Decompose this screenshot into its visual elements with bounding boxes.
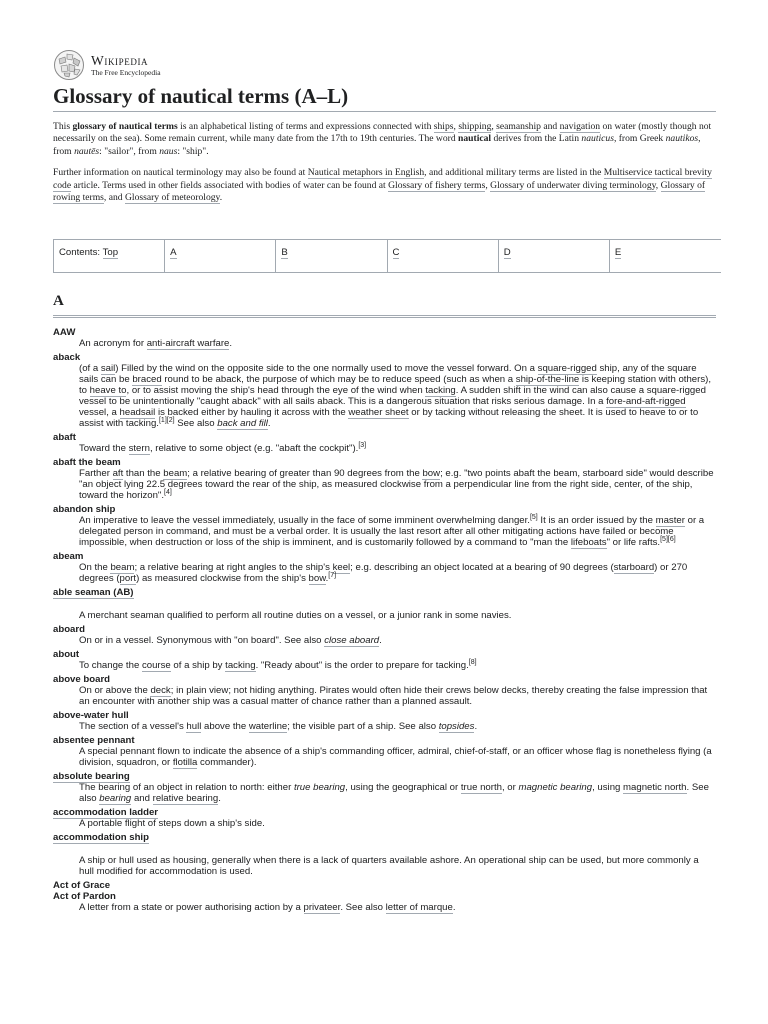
text-run: A letter from a state or power authorising action by a [79,902,304,913]
text-run: ) as measured clockwise from the ship's [136,573,309,584]
toc-link-a[interactable]: A [170,247,177,258]
text-run: . [452,902,456,913]
text-run: , using the geographical or [345,782,461,793]
inline-link[interactable]: back and fill [217,418,268,429]
text-run: See also [174,418,218,429]
text-run: , and [103,192,125,204]
text-run: on water (mostly though not necessarily on the sea). Some remain current, while many date from the 17th to 19th centuries. The word [53,121,712,145]
text-run: article. Terms used in other fields associated with bodies of water can be found at [71,179,389,191]
text-run: , relative to some object (e.g. "abaft the cockpit"). [149,443,359,454]
inline-link[interactable]: Glossary of fishery terms [388,179,486,191]
intro [53,121,717,213]
toc-label: Contents: [59,247,103,258]
inline-link[interactable]: aft [112,468,124,479]
glossary-definition [79,338,716,349]
inline-link[interactable]: privateer [303,902,341,913]
text-run: A portable flight of steps down a ship's side. [79,818,265,829]
globe-icon [53,49,85,81]
inline-link[interactable]: beam [110,562,135,573]
italic-text: nautēs [74,145,100,157]
inline-link[interactable]: seamanship [496,121,541,132]
text-run: On the [79,562,111,573]
inline-link[interactable]: Multiservice tactical brevity code [53,167,712,191]
text-run: " or life rafts. [606,537,661,548]
inline-link[interactable]: bow [308,573,326,584]
glossary-term [53,352,716,363]
inline-link[interactable]: ship-of-the-line [515,374,580,385]
glossary-definition [79,562,716,584]
glossary-definition [79,721,716,732]
toc-cell [276,240,387,272]
text-run: . See also [340,902,386,913]
text-run: derives from the Latin [491,133,582,145]
term-label: absentee pennant [53,735,135,746]
text-run: , using [592,782,624,793]
text-run: than the [123,468,164,479]
page-title: Glossary of nautical terms (A–L) [53,84,716,112]
text-run: round to be aback, the purpose of which may be to reduce speed (such as when a [161,374,516,385]
text-run: To change the [79,660,142,671]
inline-link[interactable]: topsides [438,721,475,732]
term-label: above-water hull [53,710,129,721]
text-run: This [53,121,73,132]
glossary-term [53,432,716,443]
text-run: is backed either by hauling it across with the [155,407,349,418]
text-run: . [474,721,478,732]
inline-link[interactable]: bearing [99,793,132,804]
text-run: , from [53,133,701,157]
text-run: (of a [79,363,101,374]
text-run: commander). [197,757,257,768]
glossary-term[interactable] [53,832,716,843]
section-heading-a: A [53,293,716,318]
inline-link[interactable]: deck [150,685,171,696]
header [53,49,716,112]
citation-ref[interactable]: [5] [529,513,538,521]
glossary-definition [79,660,716,671]
text-run: above the [201,721,249,732]
inline-link[interactable]: beam [163,468,188,479]
glossary-definition [79,363,716,429]
inline-link[interactable]: Glossary of meteorology [124,192,220,204]
inline-link[interactable]: tacking [225,660,256,671]
inline-link[interactable]: keel [332,562,351,573]
inline-link[interactable]: hull [186,721,202,732]
inline-link[interactable]: shipping [458,121,492,132]
term-label: aboard [53,624,85,635]
text-run: . [229,338,233,349]
text-run: and [131,793,153,804]
glossary-definition [79,515,716,548]
glossary-term [53,327,716,338]
bold-text: nautical [458,133,492,145]
text-run: A merchant seaman qualified to perform all routine duties on a vessel, or a junior rank in some navies. [79,610,512,621]
text-run: is keeping station with others), to [79,374,711,396]
glossary-list [53,327,716,916]
text-run: . See also [79,782,709,804]
term-label: aback [53,352,81,363]
term-label[interactable]: accommodation ship [53,832,149,843]
text-run: , [485,179,491,191]
toc-cell-top [54,240,165,272]
italic-text: nauticus [581,133,614,145]
inline-link[interactable]: bow [422,468,441,479]
inline-link[interactable]: port [119,573,137,584]
inline-link[interactable]: anti-aircraft warfare [146,338,230,349]
term-label[interactable]: able seaman (AB) [53,587,134,598]
intro-paragraph-2 [53,167,717,204]
text-run: On or in a vessel. Synonymous with "on board". See also [79,635,325,646]
text-run: ; e.g. "two points abaft the beam, starboard side" would describe "an object lying 22.5 degrees toward the rear of the ship, as measured clockwise from a perpendicular line from the right side, center, of the ship, toward the horizon". [79,468,714,501]
glossary-term[interactable] [53,771,716,782]
term-label: abaft [53,432,76,443]
text-run: Further information on nautical terminology may also be found at [53,167,308,179]
text-run: or by tacking without releasing the sheet. It is used to heave to or to assist with tacking. [79,407,699,429]
term-label: abeam [53,551,84,562]
text-run: ship, any of the square sails can be [79,363,697,385]
inline-link[interactable]: lifeboats [570,537,607,548]
bold-text: glossary of nautical terms [72,121,178,132]
text-run: is an alphabetical listing of terms and expressions connected with [177,121,434,132]
inline-link[interactable]: headsail [119,407,156,418]
inline-link[interactable]: navigation [559,121,601,132]
tagline: The Free Encyclopedia [91,68,161,77]
glossary-definition [79,468,716,501]
glossary-term [53,457,716,468]
text-run: . [219,192,223,204]
text-run: An imperative to leave the vessel immediately, usually in the face of some imminent overwhelming danger. [79,515,530,526]
term-label: Act of Pardon [53,891,116,902]
term-label: AAW [53,327,76,338]
text-run: . A sudden shift in the wind can also cause a square-rigged vessel to be unintentionally "caught aback" with all sails aback. This is a dangerous situation that risks serious damage. In a [79,385,706,407]
text-run: ; e.g. describing an object located at a bearing of 90 degrees ( [350,562,614,573]
toc-cell [610,240,721,272]
toc-link-d[interactable]: D [503,247,511,258]
citation-ref[interactable]: [3] [358,441,367,449]
term-label[interactable]: absolute bearing [53,771,130,782]
inline-link[interactable]: course [141,660,171,671]
text-run: An acronym for [79,338,147,349]
inline-link[interactable]: braced [132,374,162,385]
text-run: , or to assist moving the ship's head through the eye of the wind when [126,385,426,396]
text-run: The section of a vessel's [79,721,187,732]
inline-link[interactable]: flotilla [172,757,198,768]
inline-link[interactable]: fore-and-aft-rigged [606,396,686,407]
text-run: . [325,573,329,584]
wordmark: Wikipedia [91,52,149,68]
text-run: . [379,635,382,646]
toc-cell [165,240,276,272]
inline-link[interactable]: letter of marque [385,902,453,913]
glossary-term [53,880,716,891]
glossary-term [53,649,716,660]
term-label: about [53,649,80,660]
inline-link[interactable]: master [655,515,685,526]
text-run: A special pennant flown to indicate the absence of a ship's commanding officer, admiral, chief-of-staff, or an officer whose flag is nonetheless flying (a division, squadron, or [79,746,712,768]
text-run: of a ship by [170,660,226,671]
text-run: A ship or hull used as housing, generally when there is a lack of quarters available ashore. An operational ship can be used, but more commonly a hull modified for accommodation is used. [79,855,699,877]
glossary-term [53,710,716,721]
glossary-definition [79,443,716,454]
toc-cell [388,240,499,272]
term-label[interactable]: accommodation ladder [53,807,159,818]
table-of-contents [53,239,721,273]
text-run: , from Greek [613,133,666,145]
italic-text: nautikos [665,133,699,145]
inline-link[interactable]: magnetic north [623,782,687,793]
text-run: The bearing of an object in relation to north: either [79,782,294,793]
inline-link[interactable]: ships [433,121,454,132]
inline-link[interactable]: Nautical metaphors in English [307,167,425,179]
text-run: , [453,121,459,132]
term-label: Act of Grace [53,880,111,891]
inline-link[interactable]: square-rigged [537,363,597,374]
inline-link[interactable]: close aboard [324,635,380,646]
inline-link[interactable]: sail [100,363,116,374]
inline-link[interactable]: tacking [425,385,456,396]
glossary-term [53,674,716,685]
text-run: , [491,121,497,132]
inline-link[interactable]: Glossary of rowing terms [53,179,706,204]
citation-ref[interactable]: [1][2] [158,416,175,424]
glossary-definition [79,635,716,646]
glossary-term[interactable] [53,587,716,598]
term-label: above board [53,674,111,685]
citation-ref[interactable]: [4] [164,488,172,496]
text-run: On or above the [79,685,151,696]
citation-ref[interactable]: [5][6] [660,535,676,543]
glossary-definition [79,746,716,768]
text-run: . [267,418,271,429]
italic-text: magnetic bearing [518,782,593,793]
term-label: abandon ship [53,504,116,515]
text-run: ; in plain view; not hiding anything. Pirates would often hide their crews below decks, thereby creating the false impression that an encounter with another ship was a casual matter of chance rather than a planned assault. [79,685,708,707]
glossary-term [53,735,716,746]
glossary-term [53,624,716,635]
toc-link-e[interactable]: E [614,247,622,258]
toc-link-b[interactable]: B [281,247,288,258]
text-run: ; a relative bearing of greater than 90 degrees from the [187,468,423,479]
glossary-term [53,504,716,515]
term-label: abaft the beam [53,457,121,468]
inline-link[interactable]: true north [460,782,502,793]
inline-link[interactable]: waterline [248,721,288,732]
text-run: ; a relative bearing at right angles to the ship's [134,562,333,573]
glossary-definition [79,685,716,707]
glossary-term [53,551,716,562]
intro-paragraph-1 [53,121,717,158]
glossary-term[interactable] [53,807,716,818]
text-run: : "ship". [177,145,209,157]
text-run: and [540,121,560,132]
text-run: , and additional military terms are listed in the [424,167,604,179]
text-run: Farther [79,468,113,479]
text-run: vessel, a [79,407,120,418]
glossary-definition [79,782,716,804]
text-run: , or [501,782,519,793]
text-run: ) or 270 degrees ( [79,562,688,584]
text-run: ) Filled by the wind on the opposite side to the one normally used to move the vessel forward. On a [115,363,538,374]
glossary-definition [79,610,716,621]
text-run: , [655,179,661,191]
inline-link[interactable]: Glossary of underwater diving terminology [490,179,656,191]
text-run: . "Ready about" is the order to prepare for tacking. [255,660,469,671]
glossary-term [53,891,716,902]
inline-link[interactable]: weather sheet [348,407,409,418]
toc-cell [499,240,610,272]
text-run: : "sailor", from [99,145,160,157]
inline-link[interactable]: heave to [89,385,127,396]
text-run: or a delegated person in command, and must be a verbal order. It is usually the last resort after all other mitigating actions have failed or become impossible, when destruction or loss of the ship is imminent, and is customarily followed by a command to "man the [79,515,705,548]
text-run: It is an order issued by the [537,515,656,526]
italic-text: true bearing [293,782,346,793]
inline-link[interactable]: stern [128,443,150,454]
toc-link-top[interactable]: Top [102,247,119,258]
glossary-definition [79,855,716,877]
citation-ref[interactable]: [7] [328,571,337,579]
text-run: Toward the [79,443,129,454]
inline-link[interactable]: relative bearing [152,793,219,804]
glossary-definition [79,902,716,913]
toc-link-c[interactable]: C [392,247,400,258]
text-run: ; the visible part of a ship. See also [287,721,439,732]
text-run: . [218,793,221,804]
wikipedia-logo[interactable] [53,49,716,81]
inline-link[interactable]: starboard [613,562,655,573]
italic-text: naus [159,145,178,157]
glossary-definition [79,818,716,829]
citation-ref[interactable]: [8] [468,658,477,666]
